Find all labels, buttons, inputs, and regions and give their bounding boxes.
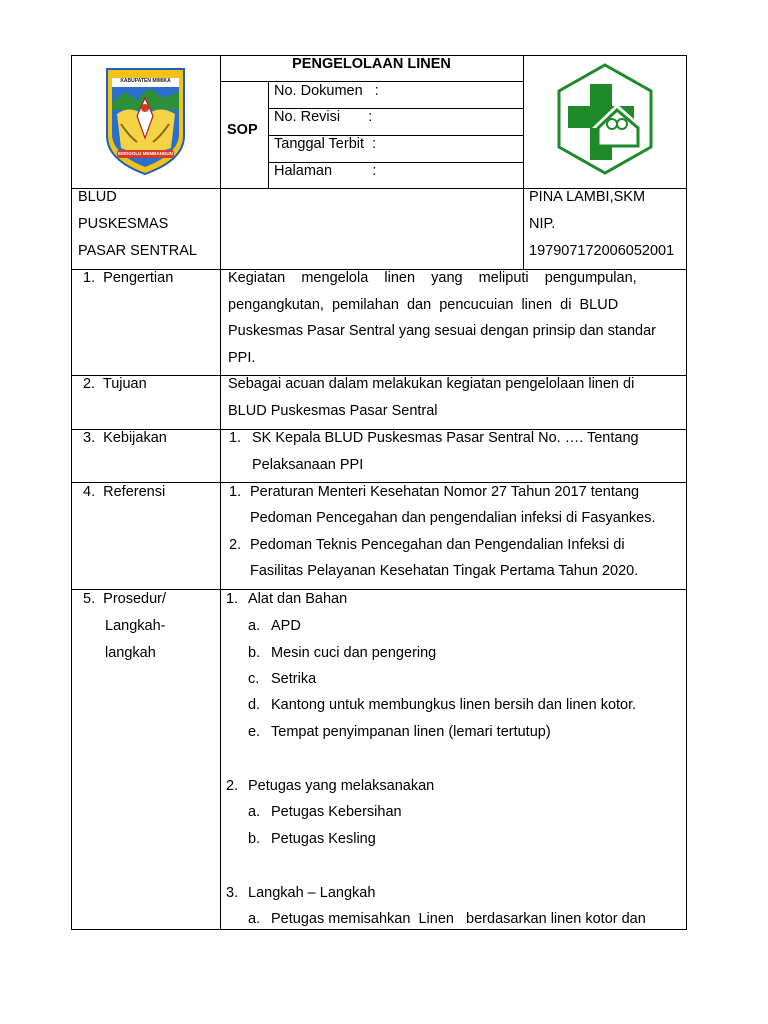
referensi-text: Pedoman Teknis Pencegahan dan Pengendalian Infeksi di — [250, 537, 625, 553]
prosedur-group-title: Alat dan Bahan — [248, 591, 348, 607]
prosedur-item: APD — [271, 618, 301, 634]
prosedur-item-key: d. — [248, 697, 261, 713]
signer-nip: 197907172006052001 — [529, 243, 675, 259]
tujuan-text: BLUD Puskesmas Pasar Sentral — [228, 403, 438, 419]
sop-label: SOP — [227, 122, 258, 138]
prosedur-item-key: a. — [248, 911, 261, 927]
pengertian-text: Kegiatan mengelola linen yang meliputi pengumpulan, — [228, 270, 637, 286]
prosedur-item-key: a. — [248, 804, 261, 820]
table-border-right — [686, 55, 687, 930]
org-name-line: BLUD — [78, 189, 117, 205]
section-label-tujuan: 2. Tujuan — [83, 376, 147, 392]
tujuan-text: Sebagai acuan dalam melakukan kegiatan pengelolaan linen di — [228, 376, 635, 392]
prosedur-group-num: 3. — [226, 885, 239, 901]
puskesmas-logo — [554, 62, 656, 176]
kebijakan-text: Pelaksanaan PPI — [252, 457, 364, 473]
crest-bottom-text: EMOGOLU MEMBANGUN — [118, 151, 173, 156]
field-no-revisi: No. Revisi : — [274, 109, 373, 125]
table-column-rule — [268, 81, 269, 189]
pengertian-text: PPI. — [228, 350, 256, 366]
prosedur-item: Kantong untuk membungkus linen bersih dan linen kotor. — [271, 697, 637, 713]
prosedur-group-num: 1. — [226, 591, 239, 607]
prosedur-item: Setrika — [271, 671, 317, 687]
prosedur-group-title: Langkah – Langkah — [248, 885, 376, 901]
prosedur-item: Tempat penyimpanan linen (lemari tertutup) — [271, 724, 551, 740]
section-label-prosedur: langkah — [105, 645, 156, 661]
signer-name: PINA LAMBI,SKM — [529, 189, 646, 205]
section-label-referensi: 4. Referensi — [83, 484, 166, 500]
pengertian-text: Puskesmas Pasar Sentral yang sesuai dengan prinsip dan standar — [228, 323, 657, 339]
prosedur-item: Petugas Kebersihan — [271, 804, 402, 820]
prosedur-item-key: e. — [248, 724, 261, 740]
field-halaman: Halaman : — [274, 163, 377, 179]
referensi-text: Pedoman Pencegahan dan pengendalian infeksi di Fasyankes. — [250, 510, 656, 526]
pengertian-text: pengangkutan, pemilahan dan pencucuian linen di BLUD — [228, 297, 619, 313]
field-no-dokumen: No. Dokumen : — [274, 83, 379, 99]
table-border-left — [71, 55, 72, 930]
referensi-text: Fasilitas Pelayanan Kesehatan Tingak Pertama Tahun 2020. — [250, 563, 639, 579]
kebijakan-text: SK Kepala BLUD Puskesmas Pasar Sentral No. …. Tentang — [252, 430, 639, 446]
kebijakan-num: 1. — [229, 430, 242, 446]
crest-top-text: KABUPATEN MIMIKA — [120, 78, 171, 84]
prosedur-item-key: c. — [248, 671, 260, 687]
referensi-num: 1. — [229, 484, 242, 500]
signer-nip-label: NIP. — [529, 216, 556, 232]
org-name-line: PUSKESMAS — [78, 216, 169, 232]
prosedur-item-key: b. — [248, 645, 261, 661]
prosedur-item: Petugas Kesling — [271, 831, 376, 847]
document-title: PENGELOLAAN LINEN — [292, 56, 451, 72]
prosedur-group-title: Petugas yang melaksanakan — [248, 778, 435, 794]
prosedur-item-key: a. — [248, 618, 261, 634]
section-label-kebijakan: 3. Kebijakan — [83, 430, 167, 446]
section-label-prosedur: Langkah- — [105, 618, 166, 634]
referensi-num: 2. — [229, 537, 242, 553]
section-label-pengertian: 1. Pengertian — [83, 270, 174, 286]
prosedur-group-num: 2. — [226, 778, 239, 794]
prosedur-item: Mesin cuci dan pengering — [271, 645, 437, 661]
prosedur-item: Petugas memisahkan Linen berdasarkan linen kotor dan — [271, 911, 646, 927]
prosedur-item-key: b. — [248, 831, 261, 847]
field-tanggal-terbit: Tanggal Terbit : — [274, 136, 377, 152]
table-column-rule — [523, 55, 524, 270]
referensi-text: Peraturan Menteri Kesehatan Nomor 27 Tahun 2017 tentang — [250, 484, 640, 500]
section-label-prosedur: 5. Prosedur/ — [83, 591, 167, 607]
table-column-rule — [220, 55, 221, 930]
org-name-line: PASAR SENTRAL — [78, 243, 197, 259]
